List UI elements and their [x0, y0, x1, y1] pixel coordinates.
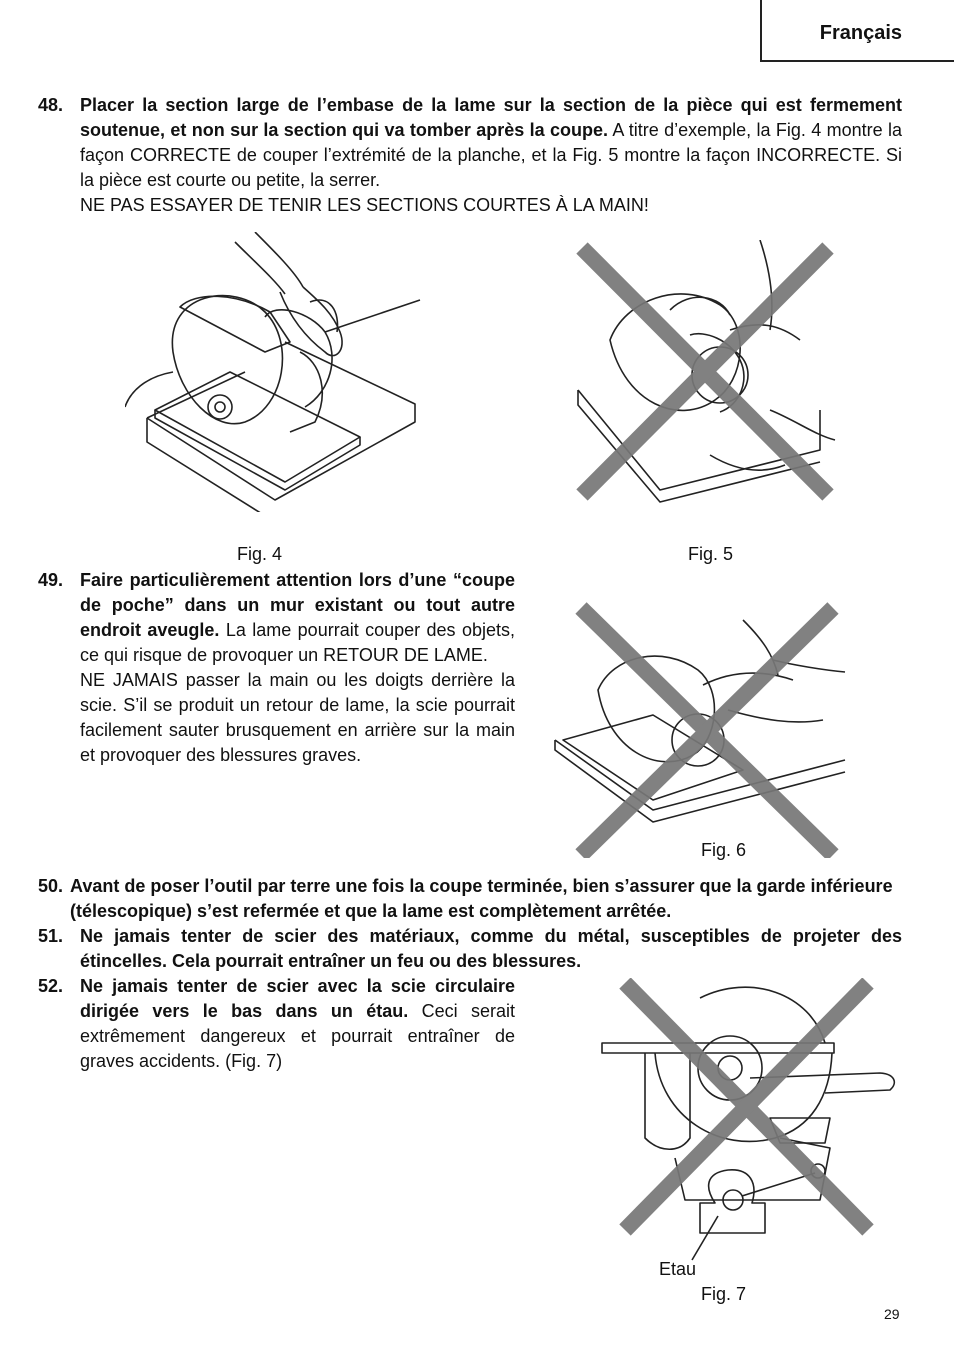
item-normal-text: A titre d’exemple, la Fig. 4 montre la façon CORRECTE de couper l’extrémité de la planche, et la Fig. 5 montre la façon INCORRECTE. Si la pièce est courte ou petite, la serrer. [80, 120, 903, 190]
safety-item-48 [38, 93, 902, 218]
fig-5-caption: Fig. 5 [688, 544, 734, 564]
item-warning-text: NE PAS ESSAYER DE TENIR LES SECTIONS COURTES À LA MAIN! [80, 195, 649, 215]
page-number: 29 [884, 1306, 900, 1322]
item-bold-text: Ne jamais tenter de scier des matériaux, comme du métal, susceptibles de projeter des étincelles. Cela pourrait entraîner un feu ou des blessures. [80, 926, 902, 971]
item-number: 51. [38, 926, 64, 946]
item-text [80, 568, 515, 668]
language-tab [760, 0, 954, 62]
fig-7-caption: Fig. 7 [701, 1284, 747, 1304]
item-number: 50. [38, 876, 64, 896]
item-number: 49. [38, 570, 64, 590]
language-label: Français [819, 22, 902, 44]
fig-6-illustration [553, 600, 848, 858]
safety-item-49 [38, 568, 515, 768]
vise-label: Etau [659, 1259, 697, 1279]
fig-7-illustration [600, 978, 900, 1268]
item-text [80, 93, 902, 193]
item-warning-text: NE JAMAIS passer la main ou les doigts derrière la scie. S’il se produit un retour de lame, la scie pourrait facilement sauter brusquement en arrière sur la main et provoquer des blessures graves. [80, 670, 515, 765]
item-normal-text: Ceci serait extrêmement dangereux et pourrait entraîner de graves accidents. (Fig. 7) [80, 1001, 515, 1071]
item-normal-text: La lame pourrait couper des objets, ce qui risque de provoquer un RETOUR DE LAME. [80, 620, 515, 665]
item-bold-text: Placer la section large de l’embase de la lame sur la section de la pièce qui est fermement soutenue, et non sur la section qui va tomber après la coupe. [80, 95, 902, 140]
item-bold-text: Ne jamais tenter de scier avec la scie circulaire dirigée vers le bas dans un étau. [80, 976, 515, 1021]
item-bold-text: Avant de poser l’outil par terre une fois la coupe terminée, bien s’assurer que la garde inférieure (télescopique) s’est refermée et que la lame est complètement arrêtée. [70, 876, 893, 921]
fig-5-illustration [570, 240, 840, 505]
item-bold-text: Faire particulièrement attention lors d’une “coupe de poche” dans un mur existant ou tout autre endroit aveugle. [80, 570, 515, 640]
item-number: 52. [38, 976, 64, 996]
item-text [80, 974, 515, 1074]
safety-item-50 [38, 874, 902, 924]
item-number: 48. [38, 95, 64, 115]
fig-4-caption: Fig. 4 [237, 544, 283, 564]
fig-4-illustration [125, 232, 425, 512]
safety-item-51 [38, 924, 902, 974]
safety-item-52 [38, 974, 515, 1074]
fig-6-caption: Fig. 6 [701, 840, 747, 860]
